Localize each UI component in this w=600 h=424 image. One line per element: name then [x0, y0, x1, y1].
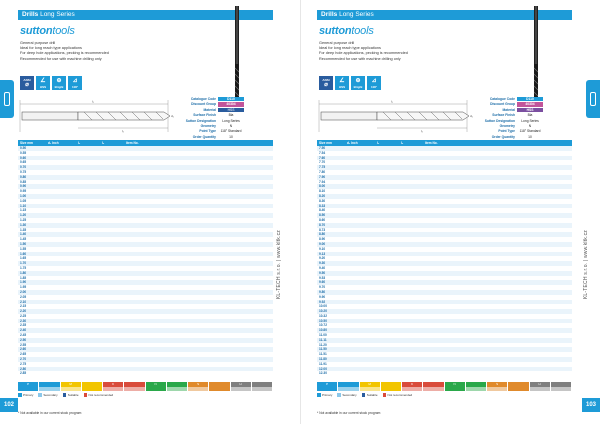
table-cell: 2.35 [20, 323, 27, 328]
legend-swatch-icon [337, 393, 341, 397]
table-cell: 1.80 [18, 271, 46, 276]
legend-cell [338, 387, 359, 392]
table-cell: 10.80 [317, 328, 345, 333]
column-header: Size mm [18, 140, 46, 146]
legend-key [317, 393, 572, 397]
feature-icon [335, 76, 349, 90]
legend-cell [188, 387, 209, 392]
legend-cell [103, 387, 124, 392]
feature-icon [68, 76, 82, 90]
feature-icon [52, 76, 66, 90]
page-number: 103 [582, 398, 600, 412]
table-cell: 1.50 [18, 242, 46, 247]
table-cell: 9.80 [317, 290, 345, 295]
legend-cell [252, 387, 273, 392]
size-table [317, 140, 572, 376]
brand-logo [319, 25, 374, 37]
spec-value: N [218, 124, 244, 129]
legend-cell [124, 387, 145, 392]
svg-text:l₁: l₁ [391, 99, 393, 104]
table-cell: 7.60 [317, 156, 345, 161]
drill-diagram-icon [317, 96, 477, 136]
legend-cell: N [445, 382, 466, 387]
material-legend [317, 382, 572, 397]
table-cell: 9.92 [317, 300, 345, 305]
spec-value: 10 [218, 135, 244, 140]
table-cell: 0.60 [18, 156, 46, 161]
table-cell: 1.90 [18, 280, 46, 285]
table-cell: 1.75 [20, 265, 27, 270]
table-cell: 0.85 [20, 179, 27, 184]
feature-bullets [319, 41, 408, 62]
feature-icons [20, 76, 82, 93]
table-cell: 2.55 [20, 342, 27, 347]
drill-photo-icon [232, 6, 242, 104]
legend-cell [39, 387, 60, 392]
feature-icon [20, 76, 34, 93]
product-spec-panel [180, 97, 244, 140]
table-cell: 1.00 [18, 194, 46, 199]
legend-key-label: Not recommended [387, 393, 413, 397]
section-tab [586, 80, 600, 118]
table-row [317, 371, 572, 376]
legend-key-item [383, 393, 413, 397]
legend-cell [360, 387, 381, 392]
legend-cell [381, 387, 402, 392]
legend-cell: P [18, 382, 39, 387]
material-legend [18, 382, 273, 397]
spec-value: 40304 [517, 102, 543, 107]
table-cell [345, 371, 375, 376]
feature-icon-bottom: Bright [353, 85, 363, 89]
legend-swatch-icon [317, 393, 321, 397]
drill-tab-icon [4, 92, 10, 106]
header-title-light: Long Series [40, 11, 75, 18]
legend-key-label: Primary [322, 393, 333, 397]
table-cell: 2.70 [18, 357, 46, 362]
spec-label: Point Type [199, 129, 216, 134]
legend-cell: K [402, 382, 423, 387]
feature-icon [36, 76, 50, 90]
table-cell: 9.70 [319, 285, 326, 290]
column-header: Size mm [317, 140, 345, 146]
table-cell: 9.30 [317, 261, 345, 266]
legend-key-label: Secondary [342, 393, 357, 397]
table-cell: 1.35 [20, 227, 27, 232]
column-header: Item No. [423, 140, 572, 146]
table-cell: 9.00 [317, 242, 345, 247]
column-header: d₁ Inch [46, 140, 76, 146]
table-cell: 1.70 [18, 261, 46, 266]
legend-cell: S [487, 382, 508, 387]
brand-logo [20, 25, 75, 37]
legend-key-item [84, 393, 114, 397]
legend-key-label: Primary [23, 393, 34, 397]
feature-glyph-icon: ⌀ [25, 82, 29, 88]
legend-key-label: Secondary [43, 393, 58, 397]
spec-label: Material [502, 107, 515, 112]
feature-icons [319, 76, 381, 93]
table-cell: 8.50 [317, 213, 345, 218]
legend-cell [530, 387, 551, 392]
spec-value: HSS [218, 108, 244, 113]
legend-cell: K [103, 382, 124, 387]
feature-glyph-icon: ⊿ [371, 78, 377, 84]
svg-text:l₂: l₂ [122, 129, 124, 133]
feature-bullets [20, 41, 109, 62]
table-row [18, 371, 273, 376]
legend-swatch-icon [383, 393, 387, 397]
legend-cell [466, 387, 487, 392]
table-cell: 9.53 [319, 275, 326, 280]
legend-cell [18, 387, 39, 392]
spec-value: D110 [517, 97, 543, 102]
bullet-item: Recommended for use with machine drilling only [319, 56, 401, 61]
legend-cell [167, 387, 188, 392]
bullet-item: General purpose drill [319, 41, 355, 45]
table-cell: 10.00 [319, 304, 327, 309]
legend-key-label: Suitable [67, 393, 79, 397]
header-title-bold: Drills [22, 11, 39, 18]
table-cell: 9.20 [319, 256, 326, 261]
legend-swatch-icon [38, 393, 42, 397]
table-cell [423, 371, 572, 376]
table-cell: 1.85 [20, 275, 27, 280]
table-cell: 10.72 [319, 323, 327, 328]
section-tab [0, 80, 14, 118]
feature-icon-bottom: BS/AS [22, 89, 32, 93]
feature-icon-bottom: HSS [338, 85, 346, 89]
column-header: Item No. [124, 140, 273, 146]
legend-cell: H [530, 382, 551, 387]
legend-swatch-icon [18, 393, 22, 397]
feature-glyph-icon: ⌀ [324, 82, 328, 88]
table-cell: 8.60 [319, 217, 326, 222]
legend-cell: N [146, 382, 167, 387]
feature-glyph-icon: ∠ [339, 78, 345, 84]
legend-key [18, 393, 273, 397]
spec-label: Surface Finish [193, 113, 216, 118]
legend-swatch-icon [63, 393, 67, 397]
table-cell: 8.80 [317, 232, 345, 237]
legend-cell [508, 387, 529, 392]
feature-icon [367, 76, 381, 90]
drill-diagram-icon [18, 96, 178, 136]
legend-cell: M [61, 382, 82, 387]
table-cell: 2.50 [18, 338, 46, 343]
header-title-light: Long Series [339, 11, 374, 18]
spec-label: Point Type [498, 129, 515, 134]
legend-cell: S [188, 382, 209, 387]
legend-key-item [362, 393, 378, 397]
table-cell: 8.30 [319, 198, 326, 203]
column-header: l₂ [399, 140, 423, 146]
drill-photo-icon [531, 6, 541, 104]
bullet-item: For deep hole applications, pecking is recommended [20, 51, 109, 56]
table-cell: 8.90 [319, 237, 326, 242]
table-cell: 2.85 [20, 371, 27, 376]
legend-cell [402, 387, 423, 392]
table-cell: 12.30 [319, 371, 327, 376]
table-cell: 10.20 [317, 309, 345, 314]
table-cell: 2.60 [18, 347, 46, 352]
table-cell: 11.00 [319, 333, 327, 338]
table-cell: 7.75 [317, 165, 345, 170]
table-cell: 1.45 [20, 237, 27, 242]
table-cell: 2.30 [18, 319, 46, 324]
table-cell: 7.94 [319, 179, 326, 184]
column-header: l₂ [100, 140, 124, 146]
svg-text:d₁: d₁ [171, 114, 174, 118]
catalog-page-right [300, 0, 600, 424]
table-cell: 10.50 [317, 319, 345, 324]
table-cell: 8.73 [319, 227, 326, 232]
table-cell: 8.10 [319, 189, 326, 194]
table-cell: 0.95 [20, 189, 27, 194]
table-cell: 7.90 [317, 175, 345, 180]
legend-key-item [38, 393, 57, 397]
table-cell: 1.60 [18, 252, 46, 257]
table-cell: 7.80 [319, 169, 326, 174]
svg-text:l₂: l₂ [421, 129, 423, 133]
legend-cell [61, 387, 82, 392]
legend-key-item [317, 393, 332, 397]
table-cell: 0.50 [18, 146, 46, 151]
legend-cell [423, 387, 444, 392]
legend-cell: M [360, 382, 381, 387]
legend-cell [82, 387, 103, 392]
table-cell: 2.20 [18, 309, 46, 314]
table-cell: 7.70 [319, 160, 326, 165]
table-cell: 1.20 [18, 213, 46, 218]
column-header: l₁ [375, 140, 399, 146]
table-cell [124, 371, 273, 376]
svg-text:d₁: d₁ [470, 114, 473, 118]
svg-text:l₁: l₁ [92, 99, 94, 104]
table-cell [375, 371, 399, 376]
brand-light: tools [351, 25, 374, 37]
feature-icon [319, 76, 333, 93]
bullet-item: For deep hole applications, pecking is recommended [319, 51, 408, 56]
feature-glyph-icon: ∠ [40, 78, 46, 84]
brand-bold: sutton [319, 25, 352, 37]
bullet-item: General purpose drill [20, 41, 56, 45]
legend-key-label: Not recommended [88, 393, 114, 397]
legend-cell [317, 387, 338, 392]
feature-icon [351, 76, 365, 90]
table-cell: 2.10 [18, 300, 46, 305]
feature-icon-top: ANSI [23, 78, 31, 82]
side-caption: KL-TECH s.r.o. | www.kltk.cz [583, 230, 589, 300]
drill-tab-icon [590, 92, 596, 106]
spec-value: HSS [517, 108, 543, 113]
page-number: 102 [0, 398, 18, 412]
feature-glyph-icon: ⊿ [72, 78, 78, 84]
feature-icon-bottom: 118° [370, 85, 378, 89]
header-title-bold: Drills [321, 11, 338, 18]
legend-key-label: Suitable [366, 393, 378, 397]
spec-label: Catalogue Code [489, 97, 515, 101]
table-cell: 8.20 [317, 194, 345, 199]
table-cell: 11.91 [319, 361, 327, 366]
table-cell: 10.32 [319, 313, 327, 318]
spec-label: Discount Group [191, 102, 216, 107]
legend-swatch-icon [84, 393, 88, 397]
table-cell: 1.55 [20, 246, 27, 251]
spec-label: Order Quantity [491, 134, 515, 139]
spec-label: Material [203, 107, 216, 112]
footnote: * Not available in our current stock program [18, 411, 82, 415]
brand-light: tools [52, 25, 75, 37]
legend-cell [209, 387, 230, 392]
table-cell: 2.00 [18, 290, 46, 295]
table-cell: 0.55 [20, 150, 27, 155]
bullet-item: Ideal for long reach type applications [20, 46, 82, 51]
table-cell: 2.15 [20, 304, 27, 309]
table-cell: 0.75 [20, 169, 27, 174]
table-cell: 8.33 [317, 204, 345, 209]
table-cell: 1.40 [18, 232, 46, 237]
table-cell: 11.80 [317, 357, 345, 362]
table-cell: 1.10 [18, 204, 46, 209]
table-cell: 9.10 [319, 246, 326, 251]
table-cell: 2.05 [20, 294, 27, 299]
table-cell [76, 371, 100, 376]
table-cell: 9.90 [319, 294, 326, 299]
legend-key-item [18, 393, 33, 397]
spec-label: Sutton Designation [185, 118, 216, 123]
legend-cell: H [231, 382, 252, 387]
spec-value: Long Series [218, 119, 244, 124]
spec-value: D110 [218, 97, 244, 102]
table-cell: 9.13 [317, 252, 345, 257]
spec-label: Geometry [200, 123, 216, 128]
side-caption: KL-TECH s.r.o. | www.kltk.cz [276, 230, 282, 300]
table-cell: 0.70 [18, 165, 46, 170]
table-cell: 1.65 [20, 256, 27, 261]
feature-icon-bottom: HSS [39, 85, 47, 89]
table-cell: 11.51 [319, 352, 327, 357]
size-table [18, 140, 273, 376]
spec-label: Sutton Designation [484, 118, 515, 123]
bullet-item: Ideal for long reach type applications [319, 46, 381, 51]
table-cell: 2.45 [20, 333, 27, 338]
table-cell: 9.40 [319, 265, 326, 270]
table-cell: 9.60 [317, 280, 345, 285]
table-cell: 2.40 [18, 328, 46, 333]
table-cell: 11.11 [317, 338, 345, 343]
footnote: * Not available in our current stock program [317, 411, 381, 415]
legend-cell [231, 387, 252, 392]
legend-cell [146, 387, 167, 392]
spec-value: Long Series [517, 119, 543, 124]
feature-icon-top: ANSI [322, 78, 330, 82]
table-cell: 1.25 [20, 217, 27, 222]
table-cell: 8.70 [317, 223, 345, 228]
table-cell: 1.15 [20, 208, 27, 213]
spec-value: 118° Standard [218, 129, 244, 134]
spec-value: Bla [517, 113, 543, 118]
brand-bold: sutton [20, 25, 53, 37]
table-cell: 8.00 [317, 184, 345, 189]
legend-cell [445, 387, 466, 392]
legend-cell [551, 387, 572, 392]
table-cell: 1.05 [20, 198, 27, 203]
spec-label: Order Quantity [192, 134, 216, 139]
spec-label: Discount Group [490, 102, 515, 107]
feature-glyph-icon: ⊕ [56, 78, 62, 84]
table-cell [100, 371, 124, 376]
table-cell [399, 371, 423, 376]
legend-cell [487, 387, 508, 392]
spec-value: N [517, 124, 543, 129]
table-cell: 8.40 [319, 208, 326, 213]
legend-swatch-icon [362, 393, 366, 397]
legend-bar-secondary [18, 387, 273, 392]
bullet-item: Recommended for use with machine drilling only [20, 56, 102, 61]
feature-icon-bottom: 118° [71, 85, 79, 89]
legend-key-item [63, 393, 79, 397]
table-cell: 7.50 [317, 146, 345, 151]
table-cell: 2.75 [20, 361, 27, 366]
table-cell: 2.25 [20, 313, 27, 318]
spec-value: 10 [517, 135, 543, 140]
table-cell: 0.80 [18, 175, 46, 180]
table-cell: 0.65 [20, 160, 27, 165]
legend-key-item [337, 393, 356, 397]
table-cell: 0.90 [18, 184, 46, 189]
table-cell: 9.50 [317, 271, 345, 276]
spec-value: 118° Standard [517, 129, 543, 134]
product-spec-panel [479, 97, 543, 140]
table-cell: 2.80 [18, 367, 46, 372]
table-cell: 2.65 [20, 352, 27, 357]
spec-label: Surface Finish [492, 113, 515, 118]
table-cell: 12.00 [317, 367, 345, 372]
table-cell: 1.30 [18, 223, 46, 228]
spec-value: Bla [218, 113, 244, 118]
table-cell: 7.54 [319, 150, 326, 155]
table-cell: 11.20 [319, 342, 327, 347]
table-cell: 11.50 [317, 347, 345, 352]
legend-cell: P [317, 382, 338, 387]
spec-label: Geometry [499, 123, 515, 128]
legend-bar-secondary [317, 387, 572, 392]
table-cell [46, 371, 76, 376]
column-header: d₁ Inch [345, 140, 375, 146]
feature-glyph-icon: ⊕ [355, 78, 361, 84]
spec-value: 40304 [218, 102, 244, 107]
table-cell: 1.95 [20, 285, 27, 290]
column-header: l₁ [76, 140, 100, 146]
spec-label: Catalogue Code [190, 97, 216, 101]
feature-icon-bottom: BS/AS [321, 89, 331, 93]
feature-icon-bottom: Bright [54, 85, 64, 89]
